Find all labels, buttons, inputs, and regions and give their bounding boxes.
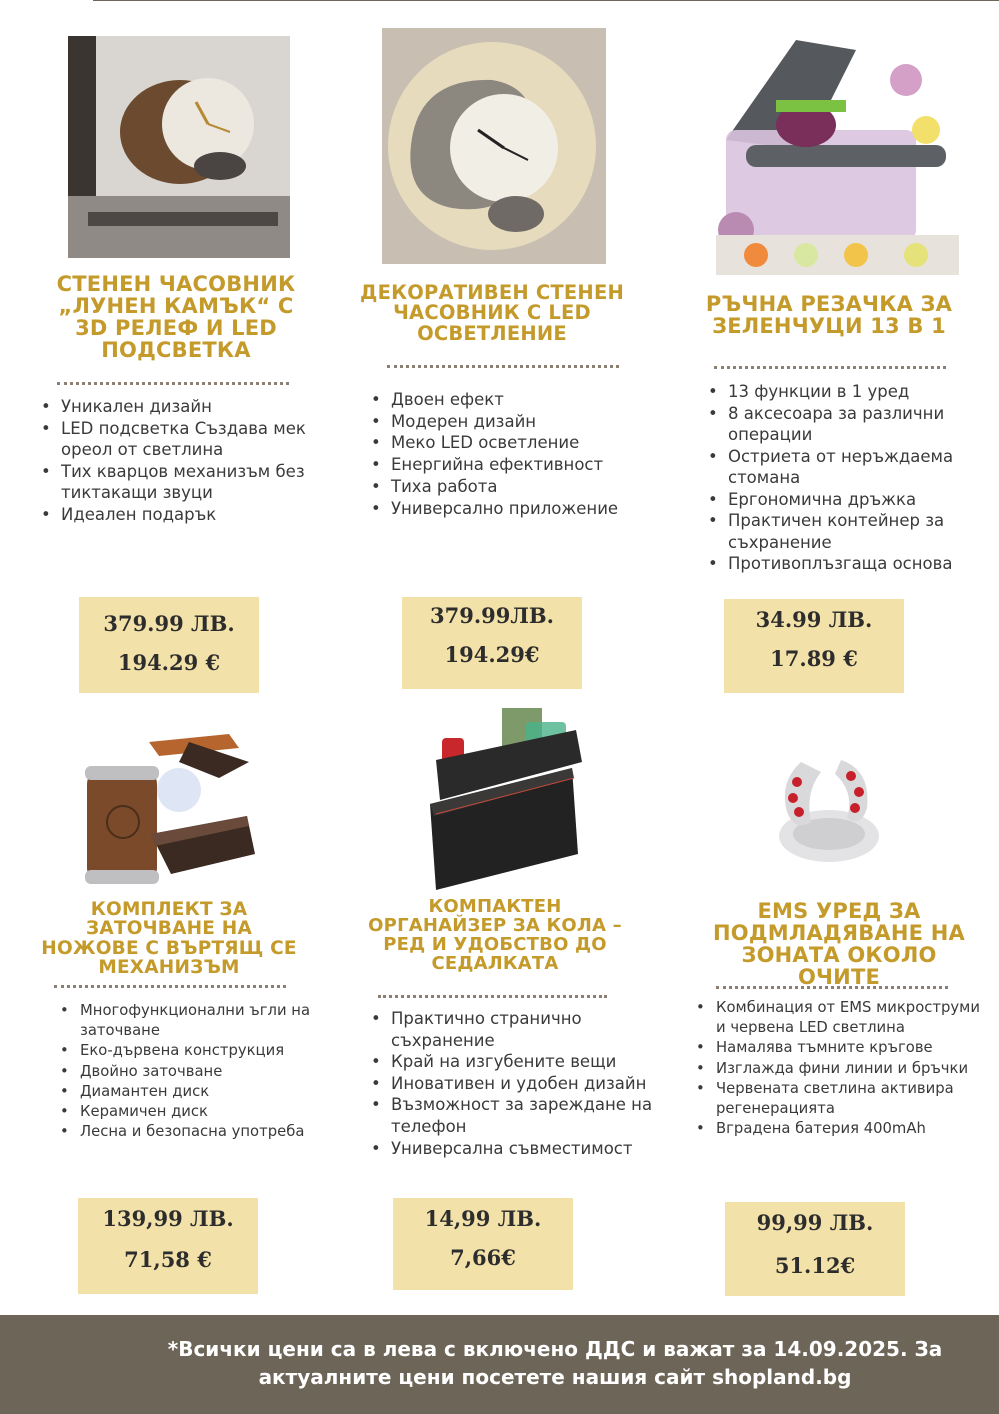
price-eur: 17.89 € <box>770 646 858 671</box>
feature-list <box>37 396 351 525</box>
feature-item: • Червената светлина активира регенерацията <box>716 1079 986 1119</box>
dotted-divider <box>716 986 948 989</box>
price-bgn: 99,99 ЛВ. <box>756 1210 874 1235</box>
feature-item: • Практично странично съхранение <box>391 1008 673 1051</box>
feature-item: • Вградена батерия 400mAh <box>716 1119 986 1139</box>
product-title: EMS УРЕД ЗА ПОДМЛАДЯВАНЕ НА ЗОНАТА ОКОЛО ОЧИТЕ <box>713 899 965 990</box>
price-box <box>393 1198 573 1290</box>
feature-item: • Лесна и безопасна употреба <box>80 1122 315 1142</box>
dotted-divider <box>714 366 946 369</box>
feature-item: • LED подсветка Създава мек ореол от светлина <box>61 418 351 461</box>
feature-item: • Керамичен диск <box>80 1102 315 1122</box>
product-image-vegetable-chopper <box>716 30 959 276</box>
feature-item: • Енергийна ефективност <box>391 454 681 476</box>
product-title: КОМПАКТЕН ОРГАНАЙЗЕР ЗА КОЛА – РЕД И УДОБСТВО ДО СЕДАЛКАТА <box>368 896 622 974</box>
feature-item: • Край на изгубените вещи <box>391 1051 673 1073</box>
price-eur: 194.29 € <box>117 650 221 675</box>
feature-item: • Универсално приложение <box>391 498 681 520</box>
feature-item: • Тих кварцов механизъм без тиктакащи звуци <box>61 461 351 504</box>
feature-list <box>704 381 999 575</box>
dotted-divider <box>378 995 607 998</box>
product-title: РЪЧНА РЕЗАЧКА ЗА ЗЕЛЕНЧУЦИ 13 В 1 <box>705 292 953 339</box>
dotted-divider <box>54 985 286 988</box>
footer-note: *Всички цени са в лева с включено ДДС и важат за 14.09.2025. За актуалните цени посетете нашия сайт shopland.bg <box>167 1337 943 1389</box>
feature-item: • Намалява тъмните кръгове <box>716 1038 986 1058</box>
price-bgn: 379.99 ЛВ. <box>103 611 235 636</box>
feature-item: • Противоплъзгаща основа <box>728 553 999 575</box>
product-image-knife-sharpener <box>79 722 259 888</box>
feature-item: • Модерен дизайн <box>391 411 681 433</box>
feature-item: • Уникален дизайн <box>61 396 351 418</box>
price-box <box>79 597 259 693</box>
price-bgn: 14,99 ЛВ. <box>424 1206 542 1231</box>
price-box <box>725 1202 905 1296</box>
price-eur: 194.29€ <box>444 642 540 667</box>
feature-list <box>56 1001 315 1142</box>
dotted-divider <box>387 365 619 368</box>
feature-item: • Тиха работа <box>391 476 681 498</box>
product-image-lunar-clock <box>68 36 290 258</box>
price-box <box>78 1198 258 1294</box>
dotted-divider <box>57 382 289 385</box>
feature-item: • Универсална съвместимост <box>391 1138 673 1160</box>
feature-item: • Еко-дървена конструкция <box>80 1041 315 1061</box>
top-rule <box>93 0 999 1</box>
feature-item: • 8 аксесоара за различни операции <box>728 403 999 446</box>
feature-item: • Многофункционални ъгли на заточване <box>80 1001 315 1041</box>
feature-item: • Двойно заточване <box>80 1062 315 1082</box>
footer-bar <box>0 1315 999 1414</box>
product-image-led-clock <box>382 28 606 264</box>
feature-list <box>367 1008 673 1159</box>
price-box <box>724 599 904 693</box>
price-box <box>402 597 582 689</box>
feature-item: • Ергономична дръжка <box>728 489 999 511</box>
price-bgn: 379.99ЛВ. <box>429 603 554 628</box>
feature-item: • Иновативен и удобен дизайн <box>391 1073 673 1095</box>
price-eur: 51.12€ <box>774 1253 856 1278</box>
product-title: КОМПЛЕКТ ЗА ЗАТОЧВАНЕ НА НОЖОВЕ С ВЪРТЯЩ СЕ МЕХАНИЗЪМ <box>41 899 297 979</box>
feature-item: • Идеален подарък <box>61 504 351 526</box>
feature-list <box>367 389 681 519</box>
feature-item: • Възможност за зареждане на телефон <box>391 1094 673 1137</box>
price-eur: 71,58 € <box>124 1247 212 1272</box>
product-title: СТЕНЕН ЧАСОВНИК „ЛУНЕН КАМЪК“ С 3D РЕЛЕФ И LED ПОДСВЕТКА <box>56 272 296 363</box>
feature-item: • Двоен ефект <box>391 389 681 411</box>
product-image-car-organizer <box>426 704 586 890</box>
feature-item: • Практичен контейнер за съхранение <box>728 510 999 553</box>
price-bgn: 139,99 ЛВ. <box>102 1206 234 1231</box>
product-title: ДЕКОРАТИВЕН СТЕНЕН ЧАСОВНИК С LED ОСВЕТЛЕНИЕ <box>360 281 624 345</box>
price-bgn: 34.99 ЛВ. <box>755 607 873 632</box>
feature-item: • Изглажда фини линии и бръчки <box>716 1059 986 1079</box>
feature-item: • Остриета от неръждаема стомана <box>728 446 999 489</box>
feature-item: • 13 функции в 1 уред <box>728 381 999 403</box>
product-image-ems-eye-device <box>771 752 881 868</box>
feature-item: • Меко LED осветление <box>391 432 681 454</box>
feature-list <box>692 998 986 1139</box>
feature-item: • Комбинация от EMS микроструми и червена LED светлина <box>716 998 986 1038</box>
feature-item: • Диамантен диск <box>80 1082 315 1102</box>
price-eur: 7,66€ <box>450 1245 516 1270</box>
